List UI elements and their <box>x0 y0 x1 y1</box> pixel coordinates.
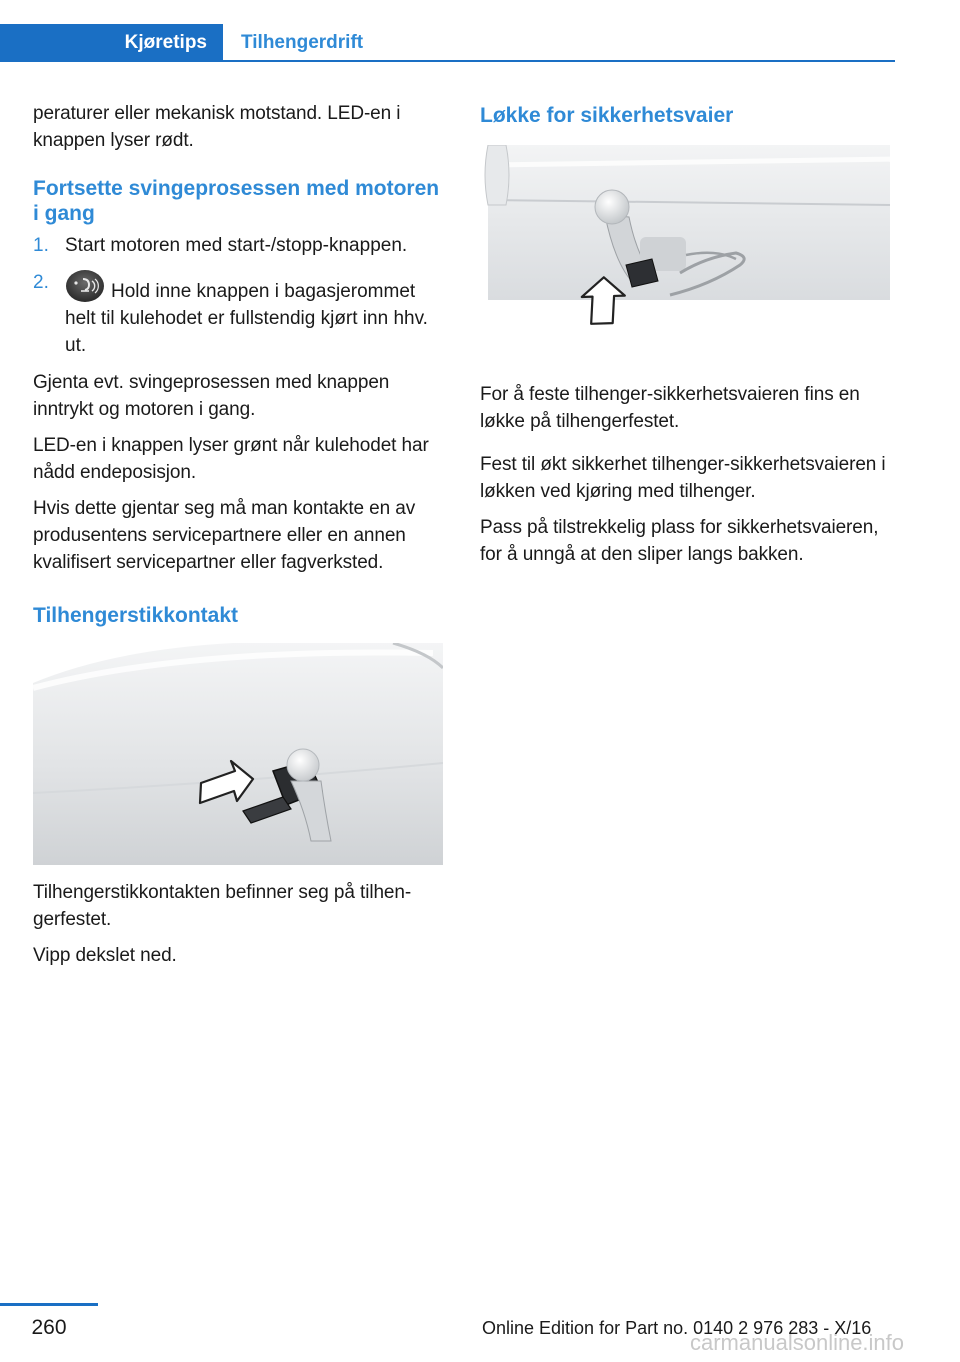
paragraph-loop-info: For å feste tilhenger-sikkerhetsvaieren fins en løkke på tilhengerfestet. <box>480 384 860 432</box>
tow-hitch-button-icon <box>65 269 105 303</box>
step-text: Start motoren med start-/stopp-knappen. <box>65 235 408 256</box>
paragraph-contact-service: Hvis dette gjentar seg må man kontakte en av produsentens servicepartnere eller en annen kvalifisert servicepartner eller fagverksted. <box>33 498 416 573</box>
left-column <box>33 100 443 978</box>
safety-loop-illustration <box>480 145 890 335</box>
paragraph-repeat: Gjenta evt. svingeprosessen med knappen inntrykt og motoren i gang. <box>33 372 390 420</box>
paragraph-clearance: Pass på tilstrekkelig plass for sikkerhetsvaieren, for å unngå at den sliper langs bakken. <box>480 517 879 565</box>
section-title-socket: Tilhengerstikkontakt <box>33 604 238 627</box>
tab-kjoretips[interactable]: Kjøretips <box>0 24 223 62</box>
subheading-swing-engine: Fortsette svingeprosessen med motoren i gang <box>33 177 440 225</box>
step-2 <box>33 269 443 359</box>
caption-socket-location: Tilhengerstikkontakten befinner seg på tilhengerfestet. <box>33 882 412 930</box>
caption-fold-cover: Vipp dekslet ned. <box>33 945 177 966</box>
step-number: 1. <box>33 235 49 256</box>
step-number: 2. <box>33 272 49 293</box>
step-text: Hold inne knappen i bagasjerommet helt til kulehodet er fullstendig kjørt inn hhv. ut. <box>65 281 428 356</box>
trailer-socket-illustration <box>33 643 443 865</box>
paragraph-led-green: LED-en i knappen lyser grønt når kulehodet har nådd endeposisjon. <box>33 435 429 483</box>
page-number-rule <box>0 1303 98 1306</box>
paragraph-fasten-cable: Fest til økt sikkerhet tilhenger-sikkerhetsvaieren i løkken ved kjøring med tilhenger. <box>480 454 886 502</box>
right-column <box>480 100 890 577</box>
edition-footer: Online Edition for Part no. 0140 2 976 283 - X/16 <box>482 1318 872 1338</box>
tab-tilhengerdrift[interactable]: Tilhengerdrift <box>241 32 364 53</box>
header-bar <box>0 24 895 62</box>
page-number: 260 <box>31 1316 67 1339</box>
intro-paragraph: peraturer eller mekanisk motstand. LED-en i knappen lyser rødt. <box>33 103 401 151</box>
header-divider <box>223 60 895 62</box>
watermark: carmanualsonline.info <box>690 1330 905 1355</box>
section-title-safety-loop: Løkke for sikkerhetsvaier <box>480 104 734 127</box>
step-1 <box>33 232 443 259</box>
